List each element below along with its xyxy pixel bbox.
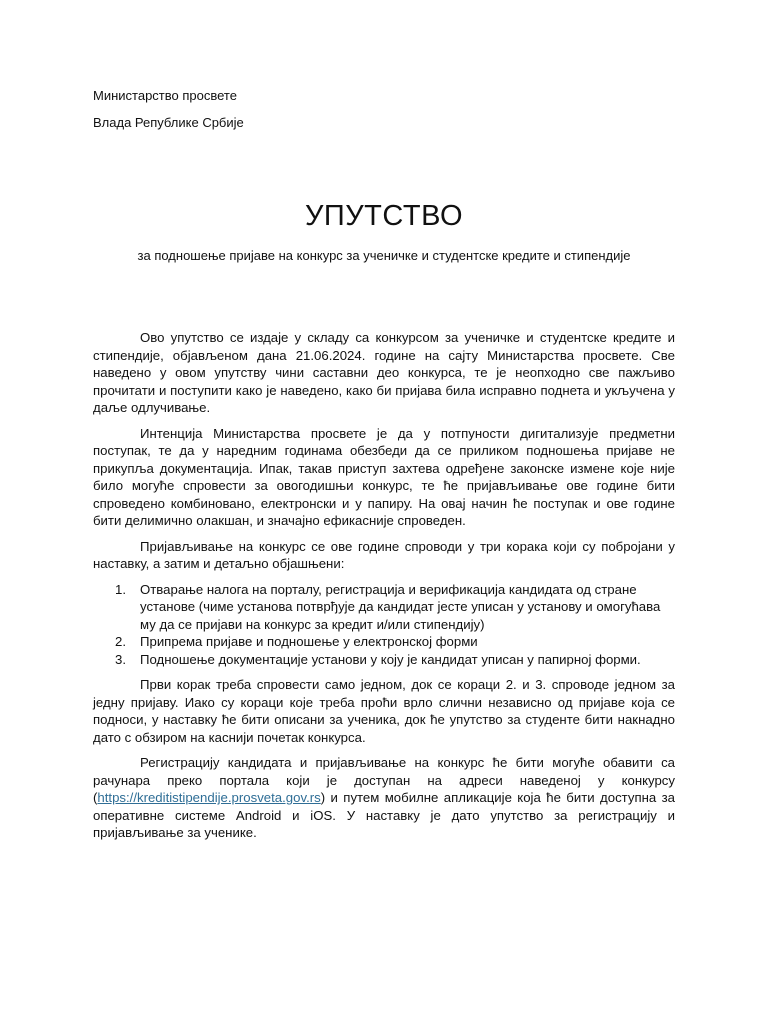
paragraph-first-step: Први корак треба спровести само једном, док се кораци 2. и 3. спроводе једном за једну пријаву. Иако су кораци које треба проћи врло слични независно од пријаве која се подноси, у наставку ће бити описани за ученика, док ће упутство за студенте бити накнадно дато с обзиром на каснији почетак конкурса. xyxy=(93,677,675,745)
paragraph-registration xyxy=(93,754,675,842)
header-government: Влада Републике Србије xyxy=(93,115,244,130)
list-item-text: Подношење документације установи у коју је кандидат уписан у папирној форми. xyxy=(140,651,641,667)
document-body xyxy=(93,329,675,850)
paragraph-intro: Ово упутство се издаје у складу са конкурсом за ученичке и студентске кредите и стипендије, објављеном дана 21.06.2024. године на сајту Министарства просвете. Све наведено у овом упутству чини саставни део конкурса, те је неопходно све пажљиво прочитати и поступити како је наведено, како би пријава била исправно поднета и укључена у даље одлучивање. xyxy=(93,330,675,415)
list-item-number: 2. xyxy=(115,634,126,649)
list-item-number: 1. xyxy=(115,581,126,597)
list-item-number: 3. xyxy=(115,651,126,667)
list-item xyxy=(93,633,675,651)
document-subtitle: за подношење пријаве на конкурс за ученичке и студентске кредите и стипендије xyxy=(137,248,631,263)
registration-text-after: ) и путем мобилне апликације која ће бити доступна за оперативне системе Android и iOS. У наставку је дато упутство за регистрацију и пријављивање за ученике. xyxy=(93,790,675,840)
steps-list xyxy=(93,581,675,669)
list-item-text: Припрема пријаве и подношење у електронској форми xyxy=(140,634,478,649)
registration-text-before: Регистрацију кандидата и пријављивање на конкурс ће бити могуће обавити са рачунара преко портала који је доступан на адреси наведеној у конкурсу ( xyxy=(93,755,675,805)
list-item xyxy=(93,581,675,634)
list-item xyxy=(93,651,675,669)
list-item-text: Отварање налога на порталу, регистрација и верификација кандидата од стране установе (чиме установа потврђује да кандидат јесте уписан у установу и омогућава му да се пријави на конкурс за кредит и/или стипендију) xyxy=(140,581,661,632)
paragraph-steps-intro: Пријављивање на конкурс се ове године спроводи у три корака који су побројани у наставку, а затим и детаљно објашњени: xyxy=(93,538,675,571)
portal-link[interactable]: https://kreditistipendije.prosveta.gov.rs xyxy=(97,790,321,805)
document-title: УПУТСТВО xyxy=(304,200,464,232)
paragraph-digitalization: Интенција Министарства просвете је да у потпуности дигитализује предметни поступак, те да у наредним годинама обезбеди да се приликом подношења пријаве не прикупља документација. Ипак, такав приступ захтева одређене законске измене које није било могуће спровести за овогодишњи конкурс, те ће пријављивање ове године бити спроведено комбиновано, електронски и у папиру. На овај начин ће поступак и ове године бити делимично олакшан, и значајно ефикасније спроведен. xyxy=(93,425,675,528)
header-ministry: Министарство просвете xyxy=(93,88,237,103)
